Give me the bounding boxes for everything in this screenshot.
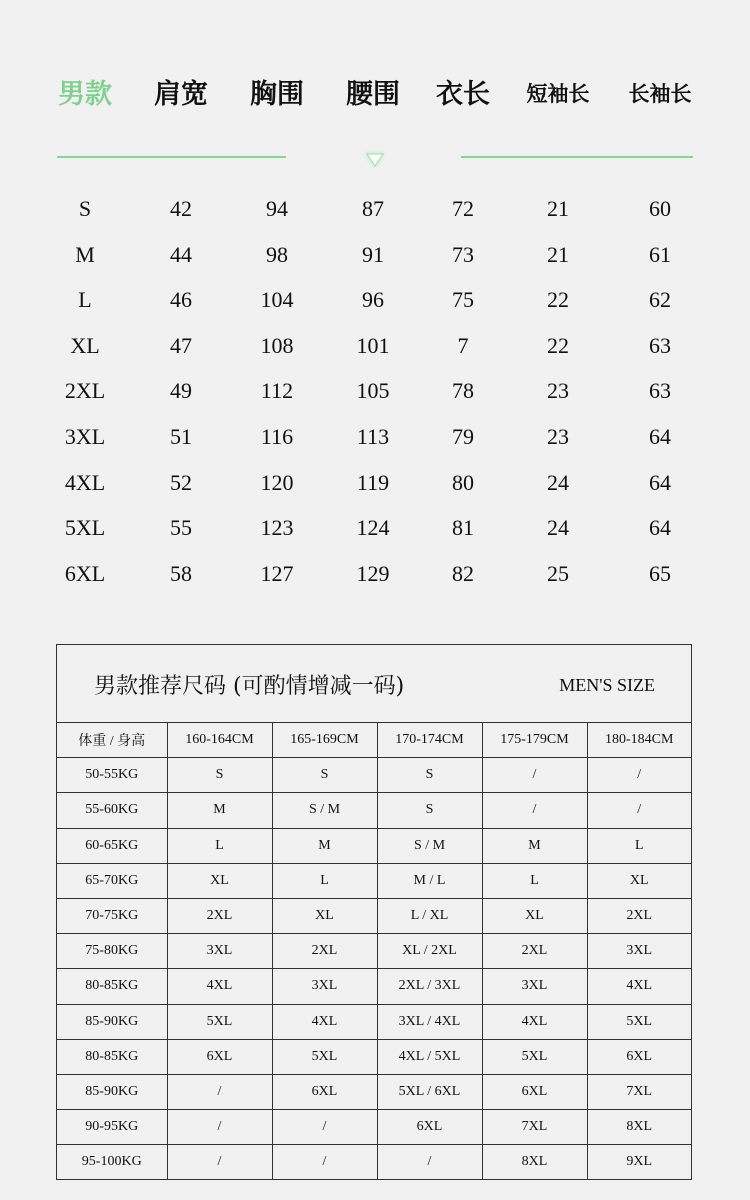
size-value: 79 bbox=[452, 423, 474, 449]
size-cell: 2XL bbox=[587, 898, 691, 933]
size-value: 23 bbox=[547, 423, 569, 449]
size-value: 23 bbox=[547, 378, 569, 404]
header-mens: 男款 bbox=[58, 79, 112, 110]
size-cell: L bbox=[587, 828, 691, 863]
size-value: 87 bbox=[362, 196, 384, 221]
size-cell: 6XL bbox=[482, 1074, 587, 1109]
size-value: 21 bbox=[547, 241, 569, 267]
size-cell: 2XL bbox=[272, 934, 377, 969]
weight-cell: 85-90KG bbox=[57, 1074, 167, 1109]
size-cell: XL bbox=[167, 863, 272, 898]
size-value: 49 bbox=[170, 378, 192, 404]
size-cell: 6XL bbox=[377, 1110, 482, 1145]
size-cell: 3XL bbox=[167, 934, 272, 969]
recommend-header-cell: 180-184CM bbox=[587, 723, 691, 758]
size-value: 73 bbox=[452, 241, 474, 267]
size-cell: 5XL bbox=[587, 1004, 691, 1039]
size-cell: S / M bbox=[377, 828, 482, 863]
size-cell: M / L bbox=[377, 863, 482, 898]
recommend-table bbox=[56, 644, 692, 1180]
size-chart-body bbox=[0, 196, 750, 606]
size-value: 51 bbox=[170, 423, 192, 449]
size-value: 119 bbox=[356, 469, 390, 495]
size-cell: 3XL / 4XL bbox=[377, 1004, 482, 1039]
table-row bbox=[57, 1004, 691, 1039]
size-cell: 4XL bbox=[587, 969, 691, 1004]
size-value: 101 bbox=[356, 332, 390, 358]
chevron-down-icon bbox=[362, 149, 388, 175]
size-cell: / bbox=[272, 1145, 377, 1180]
size-cell: M bbox=[167, 793, 272, 828]
size-value: 116 bbox=[260, 423, 294, 449]
size-cell: / bbox=[482, 758, 587, 793]
size-cell: 7XL bbox=[587, 1074, 691, 1109]
size-cell: / bbox=[167, 1074, 272, 1109]
size-label: XL bbox=[70, 332, 100, 358]
size-cell: 6XL bbox=[167, 1039, 272, 1074]
table-row bbox=[57, 898, 691, 933]
table-row bbox=[57, 793, 691, 828]
size-row bbox=[0, 424, 750, 470]
size-chart-header bbox=[0, 72, 750, 118]
size-value: 108 bbox=[260, 332, 294, 358]
size-row bbox=[0, 378, 750, 424]
size-cell: 8XL bbox=[482, 1145, 587, 1180]
size-row bbox=[0, 515, 750, 561]
header-shoulder: 肩宽 bbox=[154, 79, 208, 110]
size-cell: XL / 2XL bbox=[377, 934, 482, 969]
size-value: 98 bbox=[266, 241, 288, 267]
weight-cell: 60-65KG bbox=[57, 828, 167, 863]
size-value: 96 bbox=[362, 287, 384, 313]
size-cell: 6XL bbox=[587, 1039, 691, 1074]
size-cell: XL bbox=[587, 863, 691, 898]
table-row bbox=[57, 1074, 691, 1109]
size-cell: / bbox=[587, 793, 691, 828]
table-row bbox=[57, 1145, 691, 1180]
size-label: 6XL bbox=[64, 560, 106, 586]
size-value: 120 bbox=[260, 469, 294, 495]
header-chest: 胸围 bbox=[250, 79, 304, 110]
size-cell: S bbox=[377, 793, 482, 828]
size-value: 81 bbox=[452, 515, 474, 541]
size-cell: / bbox=[482, 793, 587, 828]
table-row bbox=[57, 758, 691, 793]
size-value: 60 bbox=[649, 196, 671, 221]
size-label: 3XL bbox=[64, 423, 106, 449]
size-cell: 6XL bbox=[272, 1074, 377, 1109]
size-cell: S / M bbox=[272, 793, 377, 828]
size-value: 124 bbox=[356, 515, 390, 541]
size-cell: 5XL / 6XL bbox=[377, 1074, 482, 1109]
size-cell: L bbox=[167, 828, 272, 863]
size-cell: M bbox=[482, 828, 587, 863]
size-cell: 4XL bbox=[272, 1004, 377, 1039]
weight-cell: 85-90KG bbox=[57, 1004, 167, 1039]
size-value: 127 bbox=[260, 560, 294, 586]
size-value: 22 bbox=[547, 332, 569, 358]
size-label: 4XL bbox=[64, 469, 106, 495]
size-value: 113 bbox=[356, 423, 390, 449]
size-cell: 2XL bbox=[482, 934, 587, 969]
size-row bbox=[0, 287, 750, 333]
size-row bbox=[0, 242, 750, 288]
size-cell: / bbox=[272, 1110, 377, 1145]
size-cell: 4XL bbox=[167, 969, 272, 1004]
size-value: 80 bbox=[452, 469, 474, 495]
size-value: 42 bbox=[170, 196, 192, 221]
table-row bbox=[57, 934, 691, 969]
size-value: 46 bbox=[170, 287, 192, 313]
recommend-grid bbox=[57, 723, 691, 1180]
size-cell: 7XL bbox=[482, 1110, 587, 1145]
size-cell: / bbox=[167, 1145, 272, 1180]
recommend-header-cell: 160-164CM bbox=[167, 723, 272, 758]
header-short-sleeve: 短袖长 bbox=[526, 81, 590, 106]
recommend-header-cell: 175-179CM bbox=[482, 723, 587, 758]
size-value: 63 bbox=[649, 332, 671, 358]
weight-cell: 55-60KG bbox=[57, 793, 167, 828]
size-value: 104 bbox=[260, 287, 294, 313]
size-cell: 2XL / 3XL bbox=[377, 969, 482, 1004]
header-long-sleeve: 长袖长 bbox=[628, 81, 692, 106]
size-cell: XL bbox=[272, 898, 377, 933]
size-value: 82 bbox=[452, 560, 474, 586]
size-label: 2XL bbox=[64, 378, 106, 404]
size-cell: 5XL bbox=[482, 1039, 587, 1074]
weight-cell: 70-75KG bbox=[57, 898, 167, 933]
size-cell: 2XL bbox=[167, 898, 272, 933]
header-length: 衣长 bbox=[436, 79, 490, 110]
weight-cell: 80-85KG bbox=[57, 969, 167, 1004]
size-cell: / bbox=[377, 1145, 482, 1180]
weight-cell: 65-70KG bbox=[57, 863, 167, 898]
size-row bbox=[0, 333, 750, 379]
size-value: 7 bbox=[457, 332, 469, 358]
header-waist: 腰围 bbox=[346, 79, 400, 110]
size-value: 55 bbox=[170, 515, 192, 541]
size-cell: 5XL bbox=[167, 1004, 272, 1039]
size-value: 58 bbox=[170, 560, 192, 586]
weight-cell: 75-80KG bbox=[57, 934, 167, 969]
size-label: 5XL bbox=[64, 515, 106, 541]
divider-left bbox=[57, 156, 286, 158]
recommend-title-en: MEN'S SIZE bbox=[559, 675, 655, 695]
size-cell: L bbox=[482, 863, 587, 898]
size-value: 24 bbox=[547, 469, 569, 495]
weight-cell: 80-85KG bbox=[57, 1039, 167, 1074]
size-cell: 3XL bbox=[272, 969, 377, 1004]
weight-cell: 95-100KG bbox=[57, 1145, 167, 1180]
size-cell: S bbox=[167, 758, 272, 793]
size-value: 44 bbox=[170, 241, 192, 267]
size-cell: 3XL bbox=[482, 969, 587, 1004]
recommend-title: 男款推荐尺码 (可酌情增减一码) bbox=[94, 674, 405, 699]
size-cell: / bbox=[587, 758, 691, 793]
table-row bbox=[57, 1039, 691, 1074]
size-cell: L bbox=[272, 863, 377, 898]
size-value: 105 bbox=[356, 378, 390, 404]
recommend-header-cell: 170-174CM bbox=[377, 723, 482, 758]
recommend-header-row bbox=[57, 723, 691, 758]
size-value: 22 bbox=[547, 287, 569, 313]
size-cell: 8XL bbox=[587, 1110, 691, 1145]
size-row bbox=[0, 561, 750, 607]
size-value: 112 bbox=[260, 378, 294, 404]
recommend-header-cell: 165-169CM bbox=[272, 723, 377, 758]
table-row bbox=[57, 969, 691, 1004]
size-value: 123 bbox=[260, 515, 294, 541]
recommend-title-row bbox=[57, 645, 691, 723]
size-cell: 3XL bbox=[587, 934, 691, 969]
size-value: 61 bbox=[649, 241, 671, 267]
size-value: 129 bbox=[356, 560, 390, 586]
size-value: 21 bbox=[547, 196, 569, 221]
weight-cell: 90-95KG bbox=[57, 1110, 167, 1145]
size-value: 94 bbox=[266, 196, 288, 221]
size-value: 52 bbox=[170, 469, 192, 495]
weight-cell: 50-55KG bbox=[57, 758, 167, 793]
size-value: 72 bbox=[452, 196, 474, 221]
size-label: S bbox=[78, 196, 92, 221]
size-value: 75 bbox=[452, 287, 474, 313]
size-cell: S bbox=[377, 758, 482, 793]
size-cell: XL bbox=[482, 898, 587, 933]
size-value: 24 bbox=[547, 515, 569, 541]
table-row bbox=[57, 863, 691, 898]
size-cell: 9XL bbox=[587, 1145, 691, 1180]
size-value: 91 bbox=[362, 241, 384, 267]
size-label: M bbox=[75, 241, 95, 267]
size-cell: L / XL bbox=[377, 898, 482, 933]
table-row bbox=[57, 1110, 691, 1145]
size-cell: M bbox=[272, 828, 377, 863]
size-row bbox=[0, 196, 750, 242]
size-value: 78 bbox=[452, 378, 474, 404]
size-value: 47 bbox=[170, 332, 192, 358]
size-value: 25 bbox=[547, 560, 569, 586]
size-row bbox=[0, 470, 750, 516]
size-value: 64 bbox=[649, 423, 671, 449]
table-row bbox=[57, 828, 691, 863]
size-cell: / bbox=[167, 1110, 272, 1145]
size-value: 64 bbox=[649, 469, 671, 495]
size-cell: 5XL bbox=[272, 1039, 377, 1074]
size-cell: S bbox=[272, 758, 377, 793]
size-cell: 4XL bbox=[482, 1004, 587, 1039]
size-cell: 4XL / 5XL bbox=[377, 1039, 482, 1074]
size-value: 62 bbox=[649, 287, 671, 313]
size-value: 64 bbox=[649, 515, 671, 541]
size-label: L bbox=[78, 287, 92, 313]
size-value: 63 bbox=[649, 378, 671, 404]
size-value: 65 bbox=[649, 560, 671, 586]
recommend-header-cell: 体重 / 身高 bbox=[57, 723, 167, 758]
divider-right bbox=[461, 156, 693, 158]
